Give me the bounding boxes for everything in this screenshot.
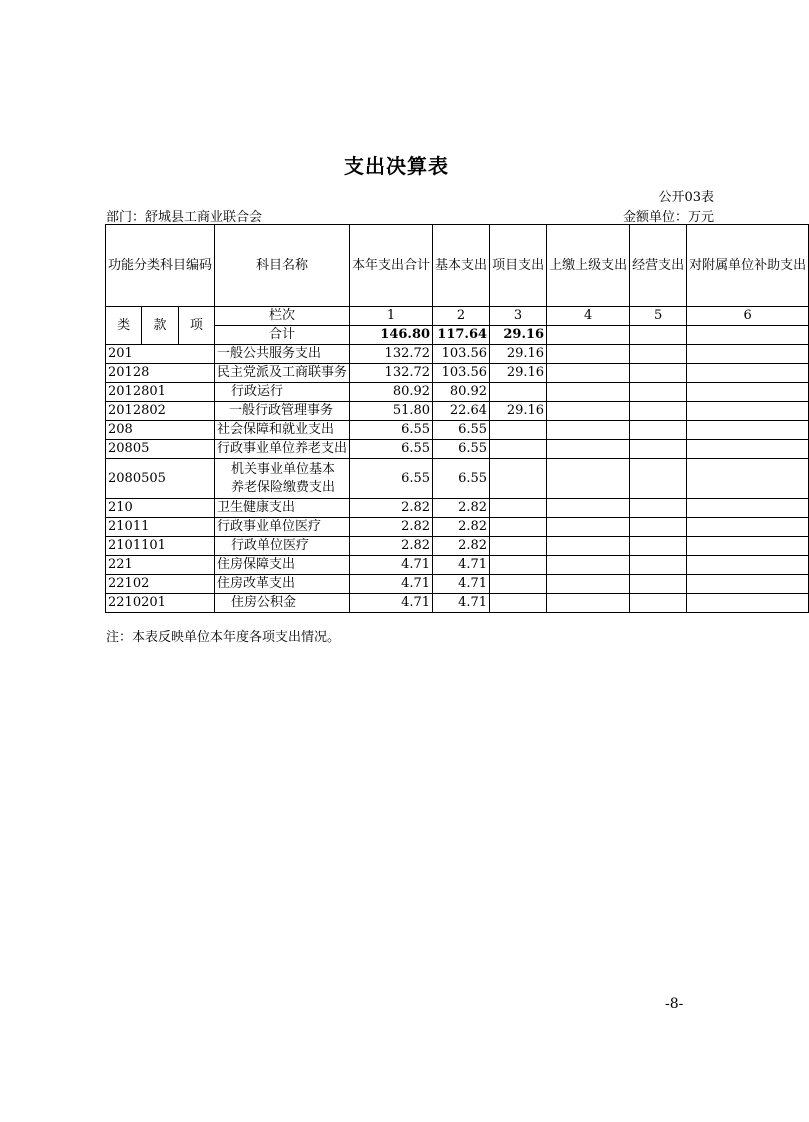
row-total: 132.72 <box>350 345 433 364</box>
row-name: 住房改革支出 <box>215 575 350 594</box>
row-total: 4.71 <box>350 594 433 613</box>
row-basic: 103.56 <box>433 364 490 383</box>
total-basic: 117.64 <box>433 326 490 345</box>
row-name: 一般公共服务支出 <box>215 345 350 364</box>
table-row <box>106 345 809 364</box>
row-code: 2012801 <box>106 383 215 402</box>
table-row <box>106 518 809 537</box>
table-row <box>106 575 809 594</box>
row-project <box>490 383 547 402</box>
row-code: 2101101 <box>106 537 215 556</box>
row-code: 210 <box>106 499 215 518</box>
table-row <box>106 459 809 499</box>
header-project: 项目支出 <box>490 225 547 307</box>
table-row <box>106 594 809 613</box>
row-project <box>490 594 547 613</box>
row-code: 201 <box>106 345 215 364</box>
col-index-1: 1 <box>350 307 433 326</box>
department-label: 部门：舒城县工商业联合会 <box>106 210 263 225</box>
col-index-2: 2 <box>433 307 490 326</box>
table-row <box>106 537 809 556</box>
row-basic: 4.71 <box>433 556 490 575</box>
row-project: 29.16 <box>490 364 547 383</box>
total-label: 合计 <box>215 326 350 345</box>
column-index-row <box>106 307 809 326</box>
header-kuan: 款 <box>142 307 178 345</box>
row-basic: 103.56 <box>433 345 490 364</box>
header-business: 经营支出 <box>630 225 687 307</box>
header-basic: 基本支出 <box>433 225 490 307</box>
row-basic: 2.82 <box>433 518 490 537</box>
row-name: 行政运行 <box>215 383 350 402</box>
row-code: 208 <box>106 421 215 440</box>
header-lei: 类 <box>106 307 142 345</box>
row-total: 6.55 <box>350 459 433 499</box>
row-code: 221 <box>106 556 215 575</box>
row-total: 2.82 <box>350 518 433 537</box>
form-code: 公开03表 <box>658 190 714 205</box>
row-basic: 2.82 <box>433 537 490 556</box>
header-subsidy: 对附属单位补助支出 <box>687 225 809 307</box>
row-basic: 6.55 <box>433 459 490 499</box>
row-name: 社会保障和就业支出 <box>215 421 350 440</box>
row-project <box>490 518 547 537</box>
header-xiang: 项 <box>178 307 214 345</box>
row-basic: 4.71 <box>433 575 490 594</box>
row-total: 2.82 <box>350 499 433 518</box>
row-total: 132.72 <box>350 364 433 383</box>
total-project: 29.16 <box>490 326 547 345</box>
header-func-code: 功能分类科目编码 <box>106 225 215 307</box>
table-note: 注：本表反映单位本年度各项支出情况。 <box>106 630 341 645</box>
row-code: 20128 <box>106 364 215 383</box>
table-row <box>106 556 809 575</box>
row-total: 80.92 <box>350 383 433 402</box>
table-row <box>106 364 809 383</box>
table-row <box>106 421 809 440</box>
row-project: 29.16 <box>490 402 547 421</box>
row-name: 机关事业单位基本养老保险缴费支出 <box>215 459 350 499</box>
row-name: 行政单位医疗 <box>215 537 350 556</box>
total-year: 146.80 <box>350 326 433 345</box>
row-basic: 22.64 <box>433 402 490 421</box>
row-project <box>490 556 547 575</box>
row-name: 住房保障支出 <box>215 556 350 575</box>
expenditure-table <box>105 224 809 613</box>
row-total: 2.82 <box>350 537 433 556</box>
header-upper: 上缴上级支出 <box>547 225 630 307</box>
header-lanci: 栏次 <box>215 307 350 326</box>
row-name: 卫生健康支出 <box>215 499 350 518</box>
row-basic: 80.92 <box>433 383 490 402</box>
row-code: 2210201 <box>106 594 215 613</box>
table-row <box>106 440 809 459</box>
row-basic: 2.82 <box>433 499 490 518</box>
row-code: 2080505 <box>106 459 215 499</box>
row-total: 6.55 <box>350 440 433 459</box>
row-total: 4.71 <box>350 556 433 575</box>
row-project <box>490 537 547 556</box>
row-code: 22102 <box>106 575 215 594</box>
unit-label: 金额单位：万元 <box>622 210 714 225</box>
row-project <box>490 421 547 440</box>
header-year-total: 本年支出合计 <box>350 225 433 307</box>
row-total: 4.71 <box>350 575 433 594</box>
row-name: 住房公积金 <box>215 594 350 613</box>
header-row <box>106 225 809 307</box>
row-name: 行政事业单位医疗 <box>215 518 350 537</box>
row-total: 51.80 <box>350 402 433 421</box>
row-code: 20805 <box>106 440 215 459</box>
row-name: 一般行政管理事务 <box>215 402 350 421</box>
row-project <box>490 499 547 518</box>
row-code: 21011 <box>106 518 215 537</box>
table-row <box>106 402 809 421</box>
row-code: 2012802 <box>106 402 215 421</box>
row-project <box>490 459 547 499</box>
col-index-4: 4 <box>547 307 630 326</box>
page-title: 支出决算表 <box>344 154 449 178</box>
row-project <box>490 575 547 594</box>
page-number: -8- <box>665 996 684 1012</box>
row-project <box>490 440 547 459</box>
row-name: 行政事业单位养老支出 <box>215 440 350 459</box>
col-index-6: 6 <box>687 307 809 326</box>
row-basic: 6.55 <box>433 421 490 440</box>
row-total: 6.55 <box>350 421 433 440</box>
table-row <box>106 499 809 518</box>
row-basic: 6.55 <box>433 440 490 459</box>
row-project: 29.16 <box>490 345 547 364</box>
col-index-3: 3 <box>490 307 547 326</box>
col-index-5: 5 <box>630 307 687 326</box>
header-subject: 科目名称 <box>215 225 350 307</box>
row-name: 民主党派及工商联事务 <box>215 364 350 383</box>
row-basic: 4.71 <box>433 594 490 613</box>
table-row <box>106 383 809 402</box>
